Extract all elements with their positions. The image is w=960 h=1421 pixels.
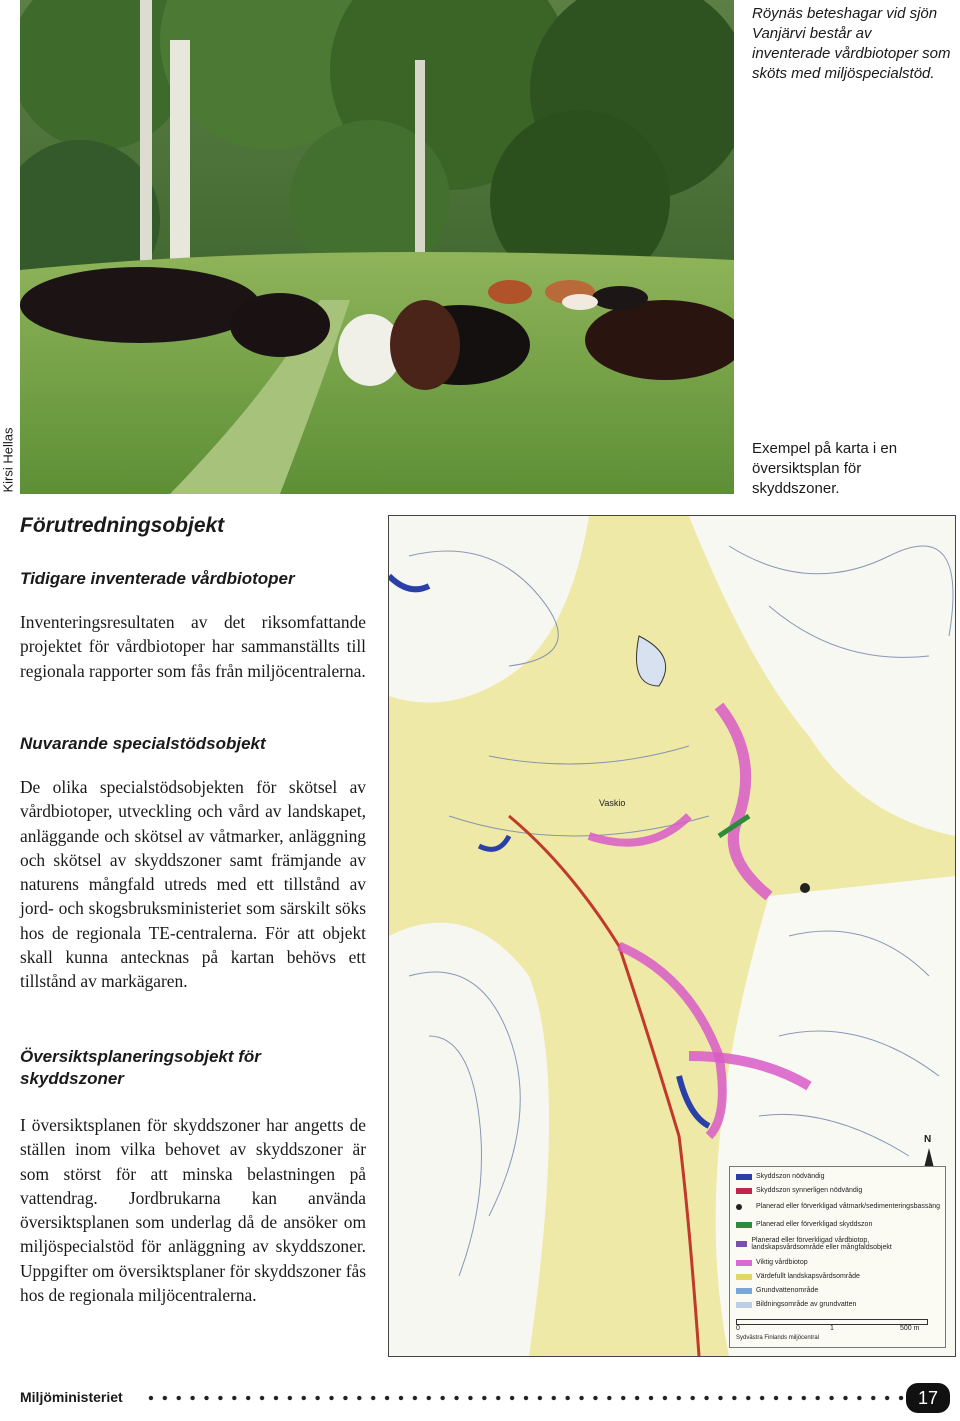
map-caption: Exempel på karta i en översiktsplan för skyddszoner. [752,440,898,497]
legend-swatch [736,1241,747,1247]
legend-item [736,1221,872,1228]
skyddszon-map [388,515,956,1357]
legend-swatch [736,1260,752,1266]
legend-label: Skyddszon synnerligen nödvändig [756,1187,863,1194]
legend-item [736,1287,818,1294]
photo-credit-text: Kirsi Hellas [0,427,16,493]
section-heading-oversiktsplanering: Översiktsplaneringsobjekt för skyddszoner [20,1047,261,1088]
legend-item [736,1301,856,1308]
photo-illustration [20,0,734,494]
photo-caption: Röynäs beteshagar vid sjön Vanjärvi består av inventerade vårdbiotoper som sköts med miljöspecialstöd. [752,5,951,82]
section-paragraph-forutredning: Inventeringsresultaten av det riksomfattande projektet för vårdbiotoper har sammanställts till regionala rapporter som fås från miljöcentralerna. [20,612,366,681]
north-label: N [924,1134,932,1145]
scale-label-1: 1 [830,1325,834,1332]
footer-dot-leader [144,1393,914,1403]
legend-swatch [736,1302,752,1308]
page-number: 17 [906,1383,950,1413]
legend-label: Planerad eller förverkligad skyddszon [756,1221,873,1228]
legend-label: Grundvattenområde [756,1287,819,1294]
legend-item [736,1237,936,1251]
map-legend [729,1166,946,1348]
map-credit: Sydvästra Finlands miljöcentral [736,1335,820,1341]
legend-swatch [736,1222,752,1228]
cattle-pasture-photo [20,0,734,494]
photo-credit [0,420,18,500]
legend-label: Skyddszon nödvändig [756,1173,825,1180]
legend-item [736,1173,825,1180]
legend-label: Bildningsområde av grundvatten [756,1301,857,1308]
map-place-label: Vaskio [599,798,626,808]
legend-swatch [736,1188,752,1194]
legend-label: Viktig vårdbiotop [756,1259,808,1266]
footer-publisher: Miljöministeriet [20,1389,123,1405]
legend-label: Värdefullt landskapsvårdsområde [756,1273,860,1280]
legend-swatch [736,1204,742,1210]
section-heading-forutredning: Förutredningsobjekt [20,514,225,537]
legend-swatch [736,1288,752,1294]
legend-item [736,1203,940,1210]
legend-swatch [736,1174,752,1180]
legend-label: Planerad eller förverkligad vårdbiotop, landskapsvårdsområde eller mångfaldsobjekt [751,1237,892,1251]
section-subheading-vardbiotoper: Tidigare inventerade vårdbiotoper [20,569,295,588]
legend-item [736,1187,862,1194]
page-footer [20,1383,950,1413]
scale-label-2: 500 m [900,1325,920,1332]
legend-item [736,1273,860,1280]
section-paragraph-specialstod: De olika specialstödsobjekten för skötsel av vårdbiotoper, utveckling och vård av landskapet, anläggande och skötsel av våtmarker, anläggning och skötsel av skyddszoner samt främjande av naturens mångfald utreds med ett tillstånd av jord- och skogsbruksministeriet som särskilt söks hos de regionala TE-centralerna. För att objekt skall kunna antecknas på kartan behövs ett tillstånd av markägaren. [20,777,366,992]
legend-item [736,1259,808,1266]
section-paragraph-oversiktsplanering: I översiktsplanen för skyddszoner har angetts de ställen inom vilka behovet av skyddszoner är som störst för att minska belastningen på vattendrag. Jordbrukarna kan använda översiktsplanen som underlag då de ansöker om miljöspecialstöd för anläggning av skyddszoner. Uppgifter om översiktsplaner för skyddszoner fås hos de regionala miljöcentralerna. [20,1115,366,1306]
legend-label: Planerad eller förverkligad våtmark/sedimenteringsbassäng [756,1203,941,1210]
scale-label-0: 0 [736,1325,740,1332]
legend-swatch [736,1274,752,1280]
section-heading-specialstod: Nuvarande specialstödsobjekt [20,734,266,753]
